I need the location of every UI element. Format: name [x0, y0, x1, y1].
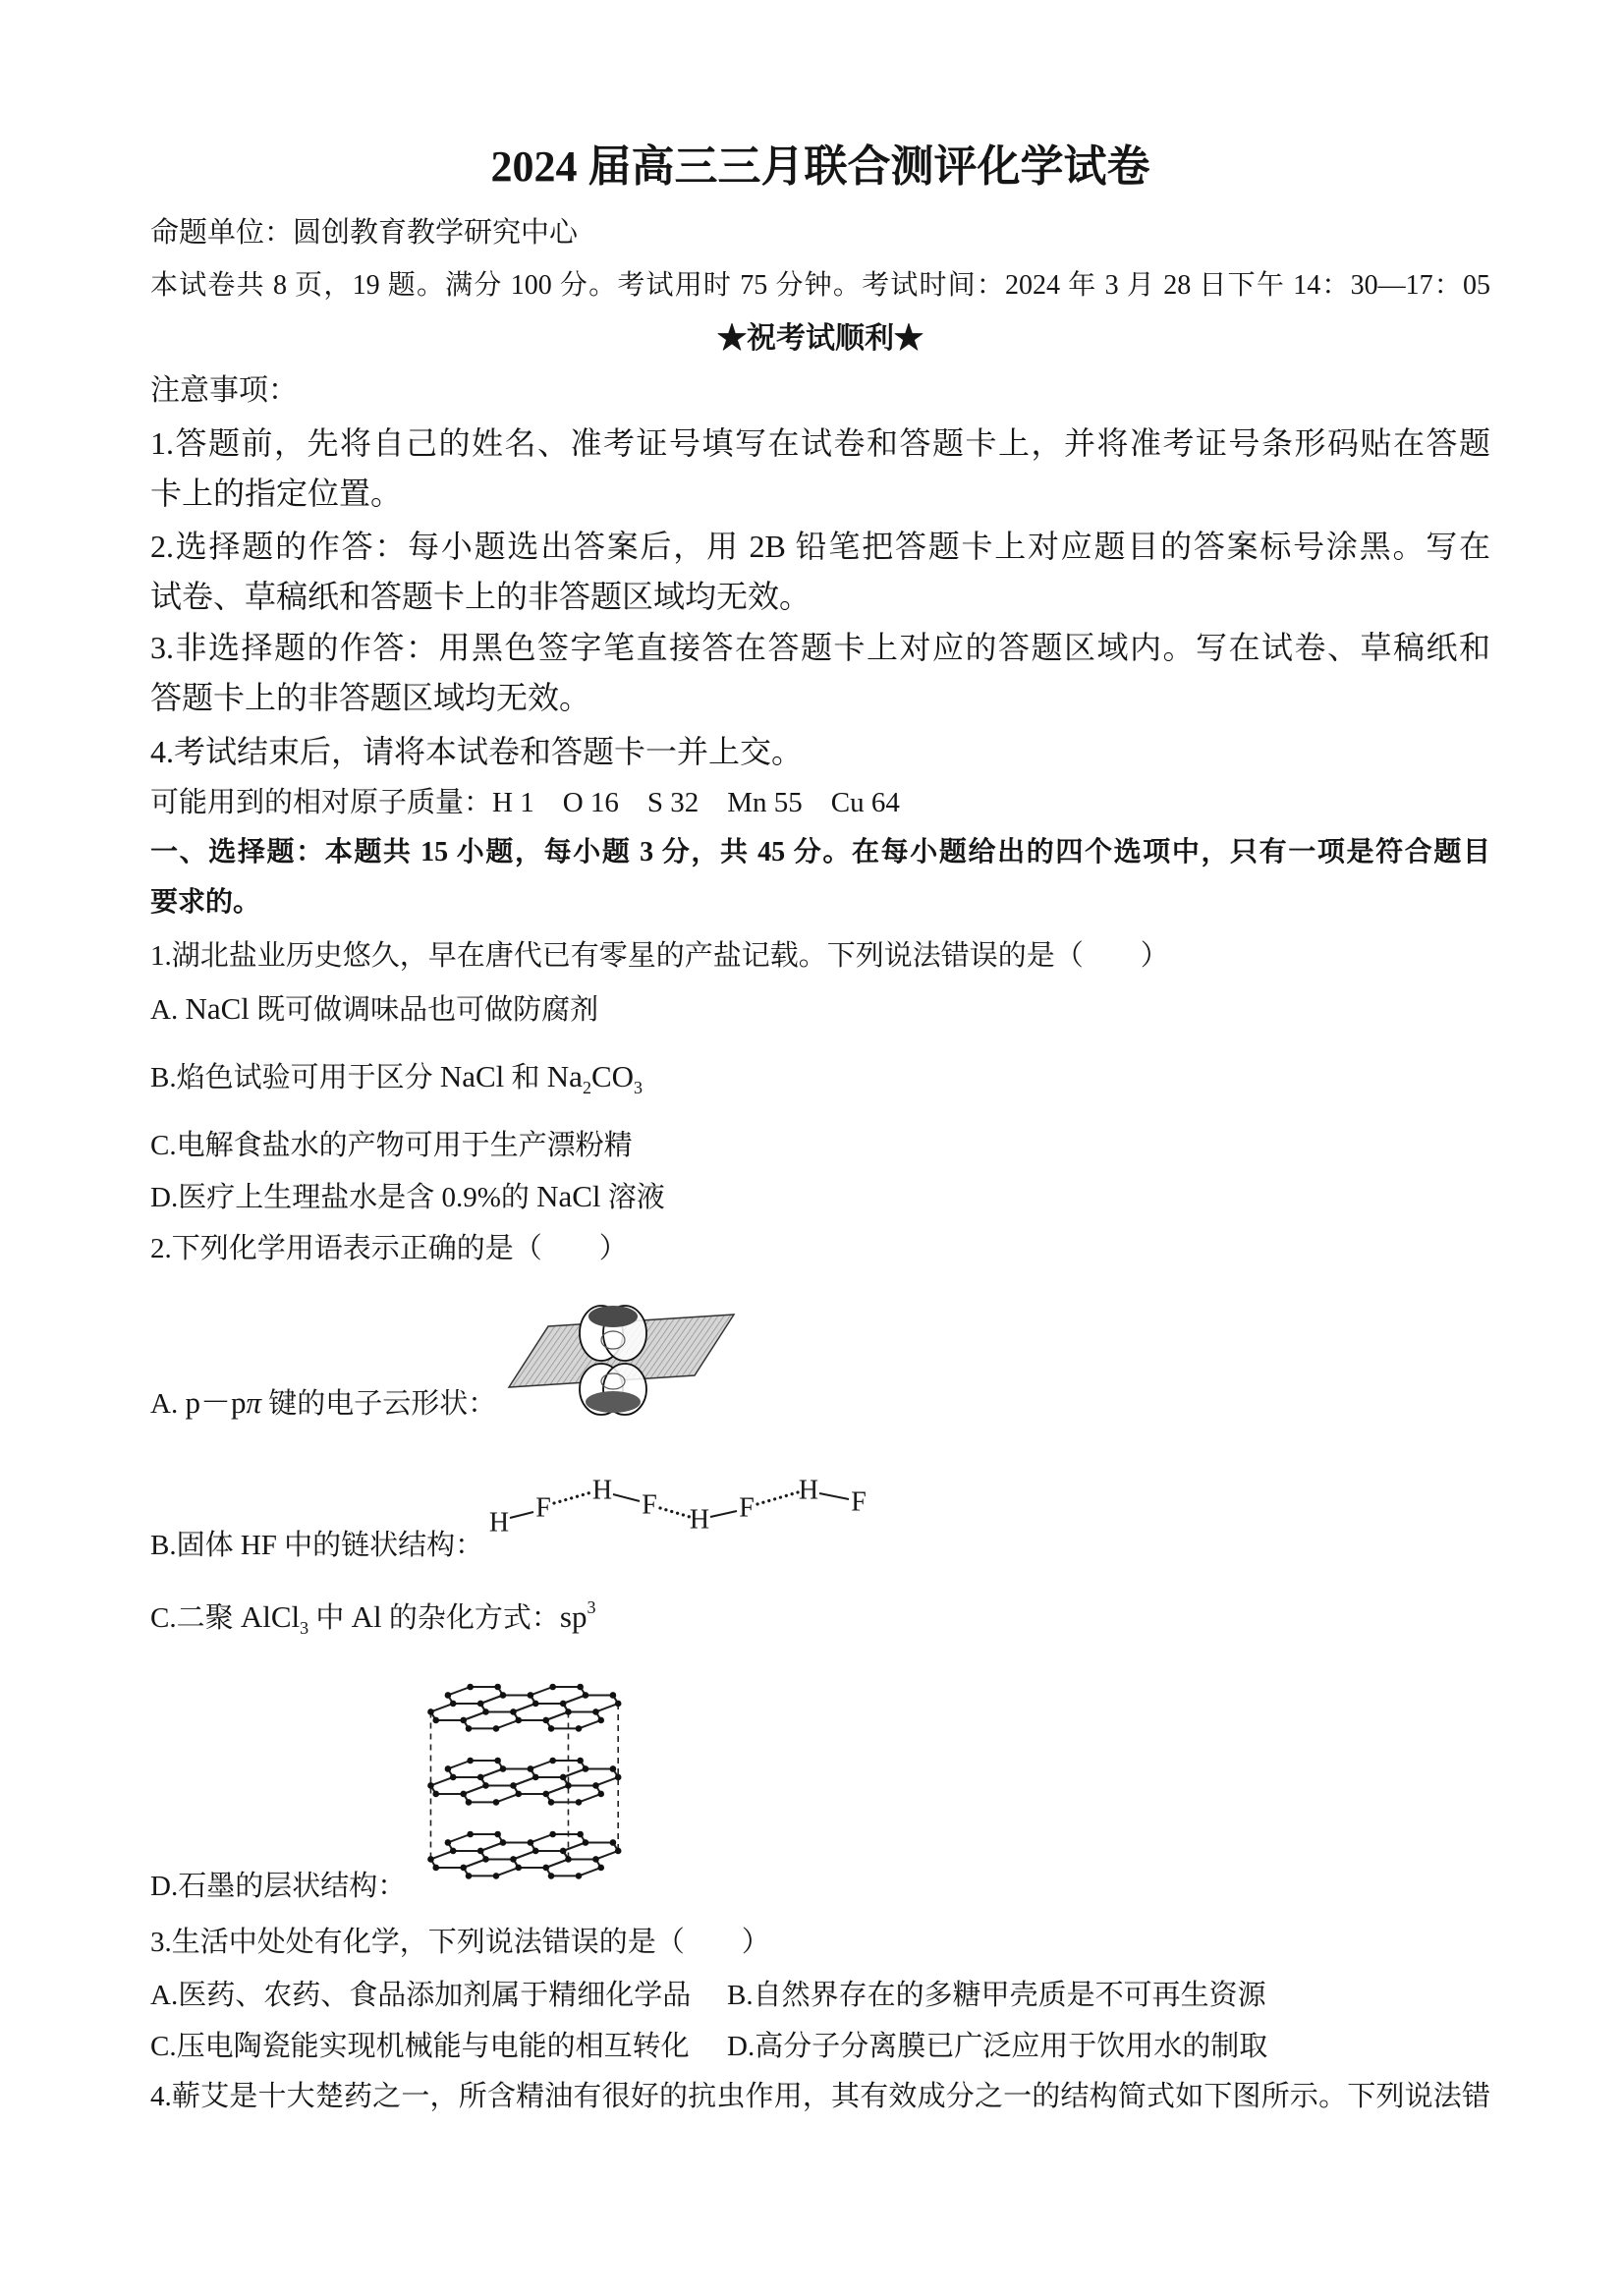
carbon-atom — [477, 1848, 484, 1855]
carbon-atom — [510, 1708, 517, 1715]
carbon-carbon-bond — [448, 1687, 471, 1695]
carbon-atom — [532, 1774, 539, 1781]
question-2-option-d: D.石墨的层状结构： — [150, 1871, 407, 1902]
carbon-atom — [494, 1831, 501, 1838]
carbon-atom — [445, 1839, 452, 1846]
carbon-atom — [542, 1791, 549, 1798]
fluorine-atom-label: F — [535, 1492, 551, 1524]
subscript: 3 — [300, 1618, 309, 1638]
question-3-option-a: A.医药、农药、食品添加剂属于精细化学品 — [150, 1980, 692, 2011]
question-2-option-a — [150, 1386, 496, 1421]
carbon-carbon-bond — [563, 1695, 586, 1703]
carbon-atom — [466, 1873, 473, 1879]
carbon-atom — [467, 1684, 474, 1691]
carbon-atom — [466, 1799, 473, 1806]
graphite-layers — [427, 1684, 621, 1879]
section-heading: 一、选择题：本题共 15 小题，每小题 3 分，共 45 分。在每小题给出的四个选项中，只有一项是符合题目 — [150, 837, 1490, 868]
carbon-atom — [565, 1782, 572, 1789]
carbon-atom — [450, 1701, 457, 1708]
p-p-pi-bond-cloud-figure — [505, 1303, 737, 1419]
graphene-layer — [427, 1684, 621, 1732]
carbon-atom — [615, 1774, 622, 1781]
carbon-atom — [549, 1831, 556, 1838]
carbon-atom — [610, 1839, 617, 1846]
question-1-option-d — [150, 1180, 665, 1214]
carbon-carbon-bond — [480, 1695, 503, 1703]
carbon-atom — [615, 1701, 622, 1708]
carbon-atom — [493, 1873, 500, 1879]
option-text: A. — [150, 1388, 186, 1420]
notice-item-4: 4.考试结束后，请将本试卷和答题卡一并上交。 — [150, 734, 804, 769]
hydrogen-atom-label: H — [488, 1507, 510, 1539]
question-2-option-c — [150, 1597, 596, 1638]
carbon-atom — [597, 1791, 604, 1798]
carbon-atom — [494, 1684, 501, 1691]
hydrogen-atom-label: H — [689, 1504, 710, 1536]
carbon-carbon-bond — [464, 1711, 486, 1719]
carbon-atom — [565, 1708, 572, 1715]
h-f-bond — [710, 1511, 737, 1517]
carbon-carbon-bond — [546, 1785, 569, 1793]
carbon-atom — [477, 1701, 484, 1708]
carbon-atom — [500, 1765, 507, 1772]
question-2-stem: 2.下列化学用语表示正确的是（ ） — [150, 1233, 628, 1264]
option-text: B.焰色试验可用于区分 — [150, 1062, 440, 1093]
carbon-atom — [494, 1758, 501, 1764]
option-text: 溶液 — [600, 1182, 665, 1213]
question-1-option-a — [150, 992, 598, 1027]
formula-nacl: NaCl — [185, 991, 250, 1026]
carbon-atom — [510, 1782, 517, 1789]
carbon-atom — [493, 1725, 500, 1732]
question-4-stem: 4.蕲艾是十大楚药之一，所含精油有很好的抗虫作用，其有效成分之一的结构简式如下图所示。下列说法错 — [150, 2081, 1490, 2112]
carbon-atom — [592, 1782, 599, 1789]
carbon-atom — [560, 1774, 567, 1781]
carbon-atom — [477, 1774, 484, 1781]
question-2-option-b: B.固体 HF 中的链状结构： — [150, 1530, 484, 1561]
carbon-atom — [460, 1717, 467, 1724]
hf-chain-figure — [485, 1469, 878, 1538]
carbon-atom — [500, 1839, 507, 1846]
option-text: D.医疗上生理盐水是含 0.9%的 — [150, 1182, 537, 1213]
carbon-atom — [576, 1725, 583, 1732]
subscript: 2 — [582, 1078, 591, 1097]
carbon-carbon-bond — [513, 1777, 535, 1785]
formula-co: CO — [590, 1059, 635, 1093]
carbon-carbon-bond — [563, 1842, 586, 1850]
carbon-carbon-bond — [513, 1851, 535, 1859]
carbon-atom — [560, 1701, 567, 1708]
carbon-atom — [467, 1831, 474, 1838]
carbon-carbon-bond — [579, 1720, 601, 1728]
carbon-atom — [450, 1774, 457, 1781]
carbon-atom — [577, 1684, 584, 1691]
question-3-option-b: B.自然界存在的多糖甲壳质是不可再生资源 — [727, 1980, 1266, 2011]
carbon-carbon-bond — [464, 1785, 486, 1793]
carbon-carbon-bond — [496, 1868, 519, 1876]
carbon-carbon-bond — [448, 1761, 471, 1768]
carbon-atom — [427, 1782, 434, 1789]
carbon-atom — [432, 1717, 439, 1724]
fluorine-atom-label: F — [851, 1486, 867, 1518]
blessing-line: ★祝考试顺利★ — [717, 322, 923, 355]
carbon-atom — [515, 1717, 522, 1724]
formula-nacl: NaCl — [439, 1059, 505, 1093]
carbon-atom — [597, 1865, 604, 1872]
carbon-carbon-bond — [595, 1704, 618, 1711]
question-1-stem: 1.湖北盐业历史悠久，早在唐代已有零星的产盐记载。下列说法错误的是（ ） — [150, 940, 1169, 972]
carbon-carbon-bond — [513, 1704, 535, 1711]
hydrogen-bonds — [554, 1492, 798, 1517]
carbon-carbon-bond — [480, 1768, 503, 1776]
carbon-carbon-bond — [464, 1859, 486, 1867]
atomic-masses: 可能用到的相对原子质量：H 1 O 16 S 32 Mn 55 Cu 64 — [150, 787, 900, 818]
carbon-atom — [528, 1839, 534, 1846]
option-text: 的杂化方式： — [381, 1602, 560, 1634]
carbon-carbon-bond — [496, 1720, 519, 1728]
carbon-atom — [592, 1856, 599, 1863]
formula-al: Al — [351, 1599, 382, 1634]
carbon-atom — [548, 1725, 555, 1732]
carbon-atom — [482, 1708, 489, 1715]
formula-nacl: NaCl — [536, 1179, 601, 1213]
carbon-atom — [528, 1692, 534, 1699]
author-unit: 命题单位：圆创教育教学研究中心 — [150, 217, 579, 249]
carbon-atom — [493, 1799, 500, 1806]
carbon-atom — [467, 1758, 474, 1764]
carbon-atom — [610, 1692, 617, 1699]
option-text: C.二聚 — [150, 1602, 241, 1634]
carbon-atom — [482, 1782, 489, 1789]
carbon-atom — [542, 1717, 549, 1724]
carbon-atom — [427, 1856, 434, 1863]
hydrogen-atom-label: H — [798, 1475, 819, 1506]
notice-heading: 注意事项： — [150, 374, 298, 407]
fluorine-atom-label: F — [642, 1489, 657, 1521]
hydrogen-bond — [757, 1492, 798, 1504]
question-1-option-b — [150, 1059, 644, 1097]
carbon-atom — [510, 1856, 517, 1863]
carbon-carbon-bond — [579, 1868, 601, 1876]
carbon-atom — [583, 1839, 589, 1846]
carbon-atom — [597, 1717, 604, 1724]
carbon-atom — [482, 1856, 489, 1863]
notice-item-2-continued: 试卷、草稿纸和答题卡上的非答题区域均无效。 — [150, 579, 812, 614]
exam-info: 本试卷共 8 页，19 题。满分 100 分。考试用时 75 分钟。考试时间：2024 年 3 月 28 日下午 14：30—17：05 — [150, 270, 1490, 301]
carbon-carbon-bond — [480, 1842, 503, 1850]
carbon-atom — [577, 1758, 584, 1764]
orbital-notation: p－p — [185, 1385, 247, 1420]
carbon-atom — [549, 1684, 556, 1691]
carbon-carbon-bond — [430, 1777, 453, 1785]
carbon-atom — [500, 1692, 507, 1699]
option-text: 和 — [504, 1062, 547, 1093]
notice-item-3-continued: 答题卡上的非答题区域均无效。 — [150, 680, 591, 715]
carbon-carbon-bond — [531, 1687, 553, 1695]
carbon-carbon-bond — [430, 1704, 453, 1711]
carbon-atom — [432, 1865, 439, 1872]
carbon-carbon-bond — [595, 1777, 618, 1785]
carbon-atom — [460, 1865, 467, 1872]
carbon-carbon-bond — [496, 1794, 519, 1802]
question-3-option-c: C.压电陶瓷能实现机械能与电能的相互转化 — [150, 2031, 690, 2062]
graphene-layer — [427, 1831, 621, 1879]
hybridization-sp: sp — [559, 1599, 588, 1634]
formula-na: Na — [546, 1059, 583, 1093]
carbon-atom — [528, 1765, 534, 1772]
question-3-stem: 3.生活中处处有化学，下列说法错误的是（ ） — [150, 1927, 770, 1958]
carbon-atom — [576, 1873, 583, 1879]
superscript: 3 — [587, 1597, 596, 1617]
carbon-atom — [592, 1708, 599, 1715]
carbon-atom — [560, 1848, 567, 1855]
carbon-atom — [450, 1848, 457, 1855]
carbon-carbon-bond — [595, 1851, 618, 1859]
notice-item-2: 2.选择题的作答：每小题选出答案后，用 2B 铅笔把答题卡上对应题目的答案标号涂黑。写在 — [150, 529, 1490, 564]
carbon-carbon-bond — [531, 1834, 553, 1842]
carbon-atom — [548, 1799, 555, 1806]
option-text: 既可做调味品也可做防腐剂 — [249, 994, 599, 1026]
notice-item-1-continued: 卡上的指定位置。 — [150, 476, 403, 511]
carbon-atom — [615, 1848, 622, 1855]
h-f-bond — [510, 1512, 533, 1518]
subscript: 3 — [634, 1078, 644, 1097]
h-f-bond — [613, 1494, 640, 1501]
upper-lobes — [580, 1306, 646, 1361]
lower-lobes — [580, 1364, 646, 1415]
carbon-atom — [548, 1873, 555, 1879]
carbon-atom — [549, 1758, 556, 1764]
carbon-atom — [515, 1865, 522, 1872]
option-text: 中 — [308, 1602, 352, 1634]
carbon-atom — [576, 1799, 583, 1806]
graphite-layer-structure-figure — [408, 1680, 640, 1884]
carbon-carbon-bond — [430, 1851, 453, 1859]
carbon-atom — [532, 1701, 539, 1708]
carbon-atom — [532, 1848, 539, 1855]
section-heading-continued: 要求的。 — [150, 887, 261, 918]
option-text: A. — [150, 994, 186, 1026]
question-1-option-c: C.电解食盐水的产物可用于生产漂粉精 — [150, 1130, 633, 1161]
formula-alcl: AlCl — [240, 1599, 301, 1634]
carbon-carbon-bond — [546, 1859, 569, 1867]
carbon-atom — [542, 1865, 549, 1872]
h-f-bond — [819, 1493, 849, 1499]
carbon-carbon-bond — [579, 1794, 601, 1802]
option-text: 键的电子云形状： — [260, 1388, 497, 1420]
carbon-atom — [577, 1831, 584, 1838]
carbon-atom — [460, 1791, 467, 1798]
carbon-atom — [565, 1856, 572, 1863]
notice-item-1: 1.答题前，先将自己的姓名、准考证号填写在试卷和答题卡上，并将准考证号条形码贴在答题 — [150, 425, 1490, 461]
carbon-carbon-bond — [531, 1761, 553, 1768]
hydrogen-bond — [554, 1492, 591, 1503]
fluorine-atom-label: F — [739, 1492, 755, 1524]
hydrogen-bond — [660, 1508, 690, 1517]
carbon-atom — [466, 1725, 473, 1732]
hydrogen-atom-label: H — [591, 1475, 613, 1506]
carbon-carbon-bond — [563, 1768, 586, 1776]
question-3-option-d: D.高分子分离膜已广泛应用于饮用水的制取 — [727, 2031, 1268, 2062]
carbon-atom — [445, 1692, 452, 1699]
graphene-layer — [427, 1758, 621, 1806]
carbon-atom — [515, 1791, 522, 1798]
carbon-atom — [583, 1692, 589, 1699]
carbon-atom — [432, 1791, 439, 1798]
pi-symbol: π — [246, 1385, 261, 1420]
exam-title: 2024 届高三三月联合测评化学试卷 — [490, 142, 1150, 191]
carbon-carbon-bond — [448, 1834, 471, 1842]
notice-item-3: 3.非选择题的作答：用黑色签字笔直接答在答题卡上对应的答题区域内。写在试卷、草稿纸和 — [150, 630, 1490, 665]
carbon-carbon-bond — [546, 1711, 569, 1719]
carbon-atom — [445, 1765, 452, 1772]
carbon-atom — [583, 1765, 589, 1772]
carbon-atom — [610, 1765, 617, 1772]
carbon-atom — [427, 1708, 434, 1715]
